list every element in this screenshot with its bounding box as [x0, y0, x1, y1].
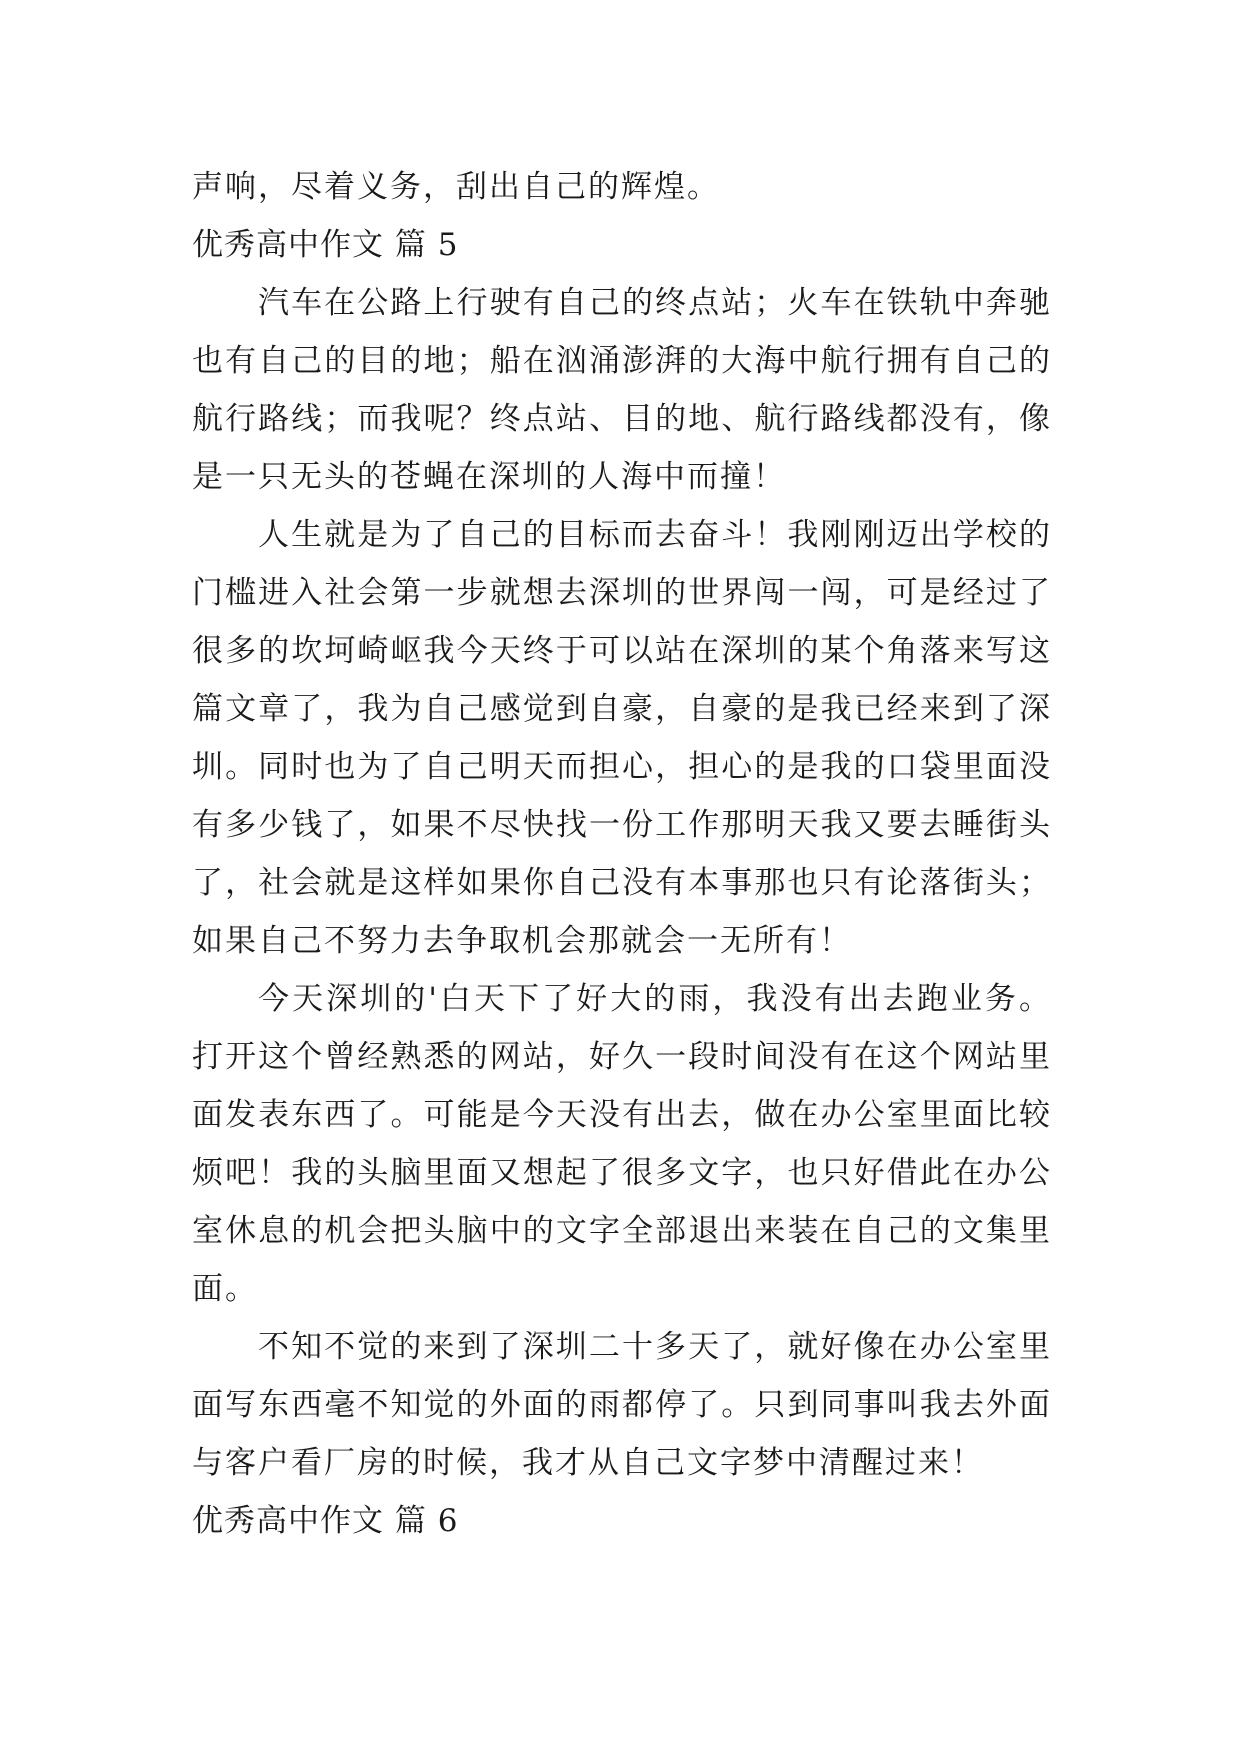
section-heading-6: 优秀高中作文 篇 6 — [192, 1503, 459, 1539]
paragraph: 汽车在公路上行驶有自己的终点站；火车在铁轨中奔驰也有自己的目的地；船在汹涌澎湃的大海中航行拥有自己的航行路线；而我呢？终点站、目的地、航行路线都没有，像是一只无头的苍蝇在深圳的人海中而撞！ — [192, 285, 1052, 495]
article-body — [192, 158, 1052, 1550]
paragraph: 今天深圳的'白天下了好大的雨，我没有出去跑业务。打开这个曾经熟悉的网站，好久一段时间没有在这个网站里面发表东西了。可能是今天没有出去，做在办公室里面比较烦吧！我的头脑里面又想起了很多文字，也只好借此在办公室休息的机会把头脑中的文字全部退出来装在自己的文集里面。 — [192, 981, 1052, 1307]
continued-line: 声响，尽着义务，刮出自己的辉煌。 — [192, 169, 720, 205]
paragraph: 不知不觉的来到了深圳二十多天了，就好像在办公室里面写东西毫不知觉的外面的雨都停了。只到同事叫我去外面与客户看厂房的时候，我才从自己文字梦中清醒过来！ — [192, 1329, 1052, 1481]
section-heading-5: 优秀高中作文 篇 5 — [192, 227, 459, 263]
paragraph: 人生就是为了自己的目标而去奋斗！我刚刚迈出学校的门槛进入社会第一步就想去深圳的世界闯一闯，可是经过了很多的坎坷崎岖我今天终于可以站在深圳的某个角落来写这篇文章了，我为自己感觉到自豪，自豪的是我已经来到了深圳。同时也为了自己明天而担心，担心的是我的口袋里面没有多少钱了，如果不尽快找一份工作那明天我又要去睡街头了，社会就是这样如果你自己没有本事那也只有论落街头；如果自己不努力去争取机会那就会一无所有！ — [192, 517, 1052, 959]
